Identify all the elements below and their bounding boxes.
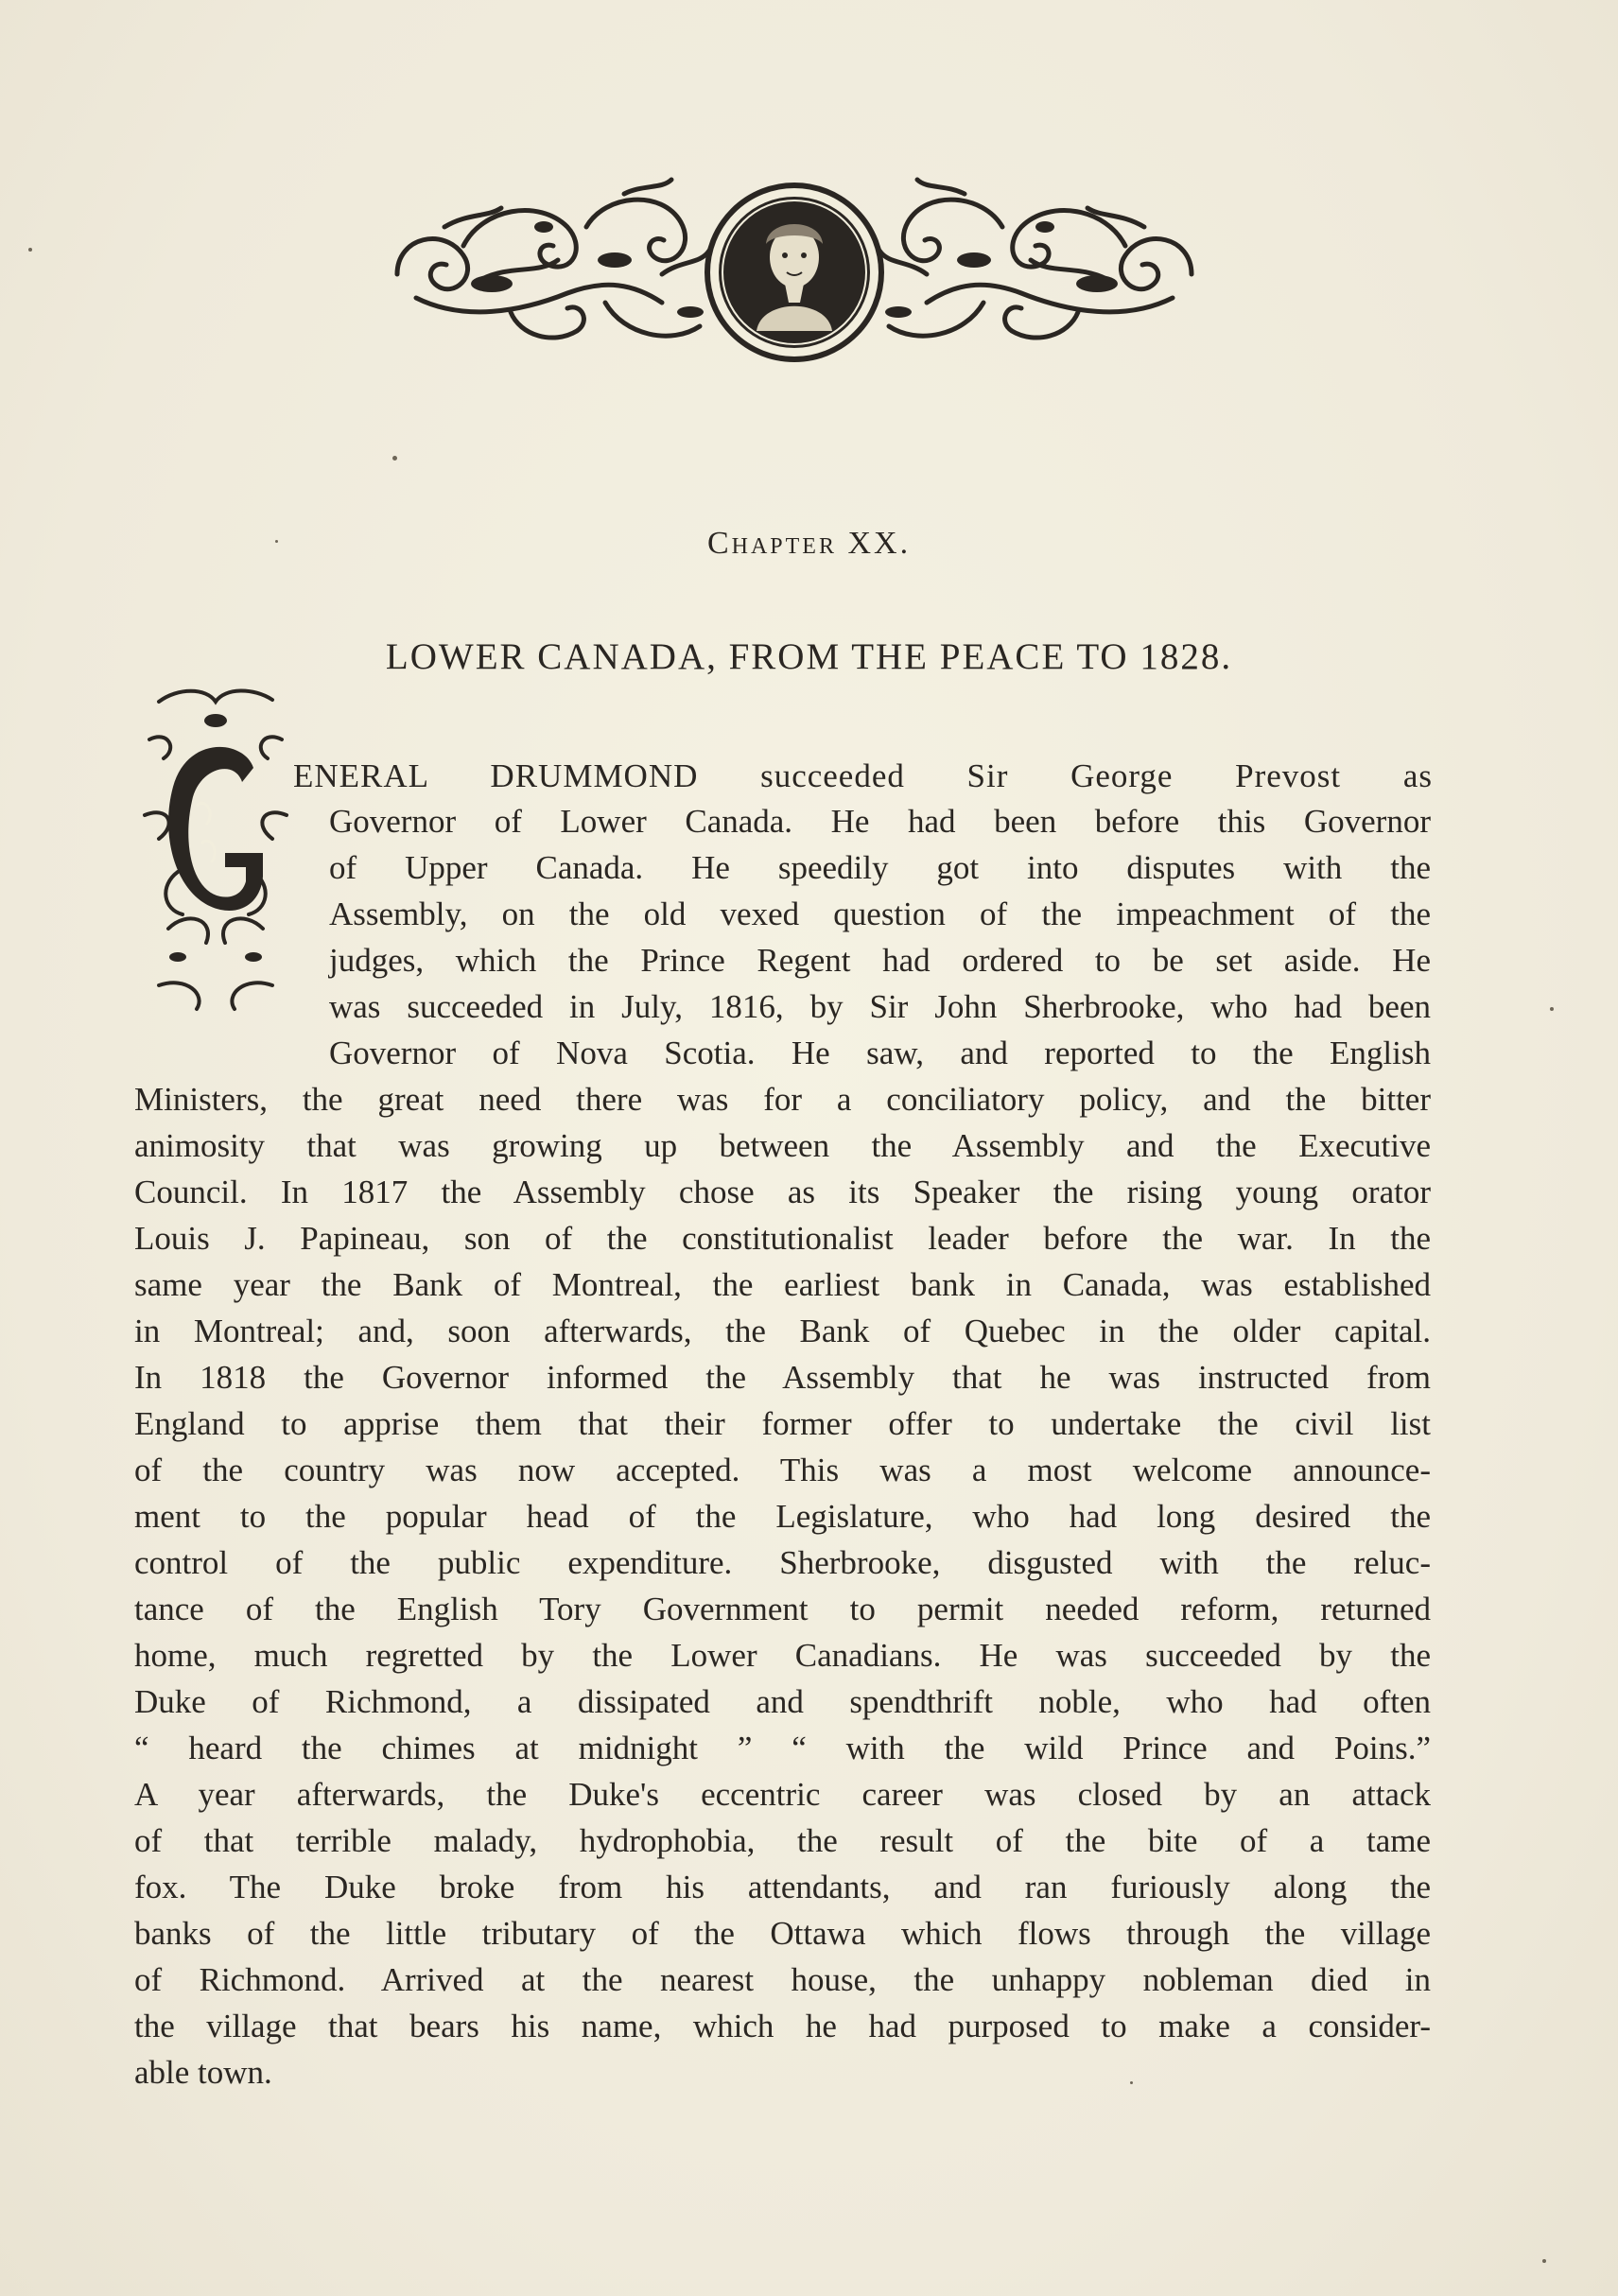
- body-line: same year the Bank of Montreal, the earliest bank in Canada, was established: [134, 1266, 1431, 1303]
- body-line: judges, which the Prince Regent had ordered to be set aside. He: [329, 942, 1431, 979]
- chapter-title: LOWER CANADA, FROM THE PEACE TO 1828.: [385, 636, 1233, 677]
- body-line: Louis J. Papineau, son of the constitutionalist leader before the war. In the: [134, 1220, 1431, 1257]
- paper-speck: [1550, 1007, 1554, 1011]
- body-line: Governor of Nova Scotia. He saw, and reported to the English: [329, 1035, 1431, 1071]
- paper-speck: [1130, 2081, 1133, 2084]
- body-line: Duke of Richmond, a dissipated and spendthrift noble, who had often: [134, 1683, 1431, 1720]
- ornate-initial-g-icon: [140, 683, 291, 1018]
- body-line: tance of the English Tory Government to permit needed reform, returned: [134, 1591, 1431, 1627]
- body-line: control of the public expenditure. Sherbrooke, disgusted with the reluc-: [134, 1544, 1431, 1581]
- body-line: animosity that was growing up between the Assembly and the Executive: [134, 1127, 1431, 1164]
- body-line: Governor of Lower Canada. He had been before this Governor: [329, 803, 1431, 840]
- body-line: the village that bears his name, which he had purposed to make a consider-: [134, 2008, 1431, 2044]
- body-line: Council. In 1817 the Assembly chose as its Speaker the rising young orator: [134, 1174, 1431, 1210]
- body-line: able town.: [134, 2054, 272, 2091]
- body-line: of the country was now accepted. This was a most welcome announce-: [134, 1452, 1431, 1488]
- paper-speck: [275, 540, 278, 543]
- body-line: fox. The Duke broke from his attendants, and ran furiously along the: [134, 1869, 1431, 1905]
- paper-speck: [28, 248, 32, 252]
- paper-speck: [392, 456, 397, 461]
- body-line: home, much regretted by the Lower Canadians. He was succeeded by the: [134, 1637, 1431, 1674]
- body-line: in Montreal; and, soon afterwards, the Bank of Quebec in the older capital.: [134, 1313, 1431, 1349]
- body-line: banks of the little tributary of the Ottawa which flows through the village: [134, 1915, 1431, 1952]
- body-line: England to apprise them that their former offer to undertake the civil list: [134, 1405, 1431, 1442]
- medallion-portrait-scroll-icon: [378, 170, 1210, 378]
- body-line: Ministers, the great need there was for a conciliatory policy, and the bitter: [134, 1081, 1431, 1118]
- body-line: In 1818 the Governor informed the Assembly that he was instructed from: [134, 1359, 1431, 1396]
- body-line: ment to the popular head of the Legislature, who had long desired the: [134, 1498, 1431, 1535]
- body-line: of Richmond. Arrived at the nearest house, the unhappy nobleman died in: [134, 1961, 1431, 1998]
- body-line: ENERAL DRUMMOND succeeded Sir George Prevost as: [293, 757, 1433, 794]
- body-line: was succeeded in July, 1816, by Sir John Sherbrooke, who had been: [329, 988, 1431, 1025]
- body-line: “ heard the chimes at midnight ” “ with the wild Prince and Poins.”: [134, 1730, 1431, 1766]
- body-line: Assembly, on the old vexed question of the impeachment of the: [329, 896, 1431, 932]
- paper-speck: [1542, 2259, 1546, 2263]
- chapter-heading: Chapter XX.: [706, 526, 912, 561]
- body-line: A year afterwards, the Duke's eccentric career was closed by an attack: [134, 1776, 1431, 1813]
- body-line: of that terrible malady, hydrophobia, the result of the bite of a tame: [134, 1822, 1431, 1859]
- body-line: of Upper Canada. He speedily got into disputes with the: [329, 849, 1431, 886]
